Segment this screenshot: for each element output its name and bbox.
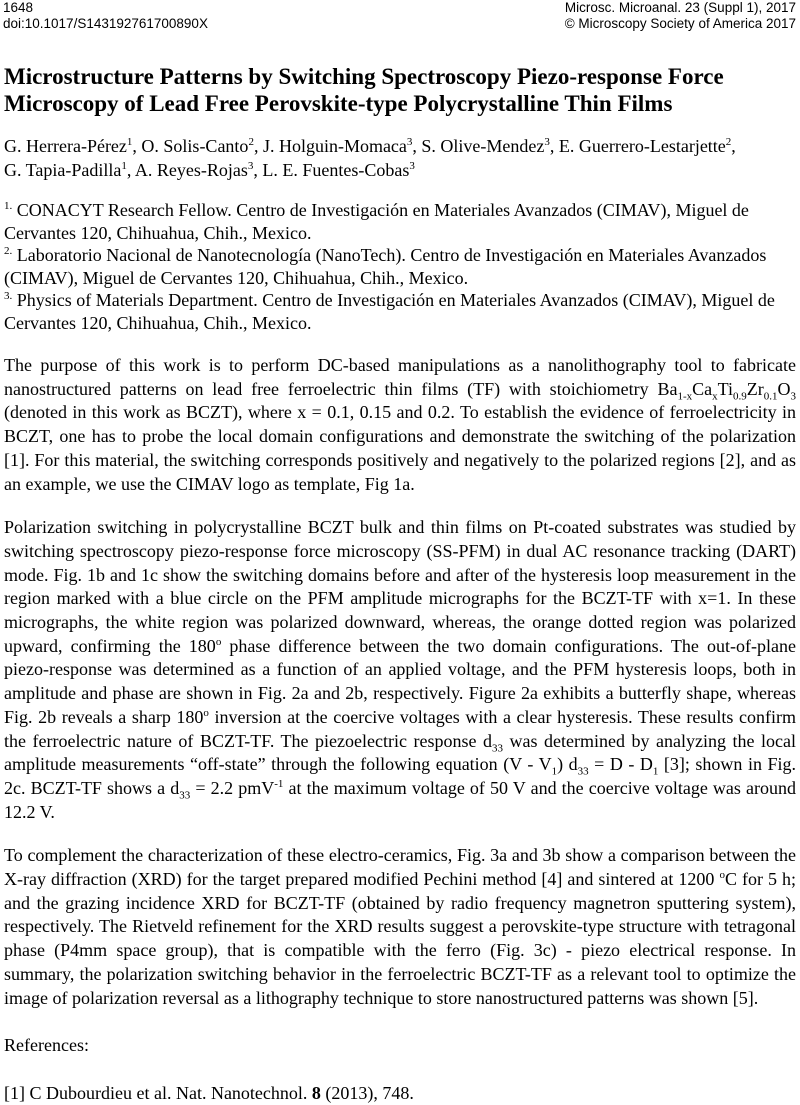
references-heading: References:	[4, 1035, 89, 1056]
author: E. Guerrero-Lestarjette$^2$	[558, 136, 732, 156]
paragraph-intro: The purpose of this work is to perform DC-based manipulations as a nanolithography tool to fabricate nanostructured patterns on lead free ferroelectric thin films (TF) with stoichiometry $Ba_{1-x}Ca_xTi_{0.9}Zr_{0.1}O_3$ (denoted in this work as BCZT), where x = 0.1, 0.15 and 0.2. To establish the evidence of ferroelectricity in BCZT, one has to probe the local domain configurations and demonstrate the switching of the polarization [1]. For this material, the switching corresponds positively and negatively to the polarized regions [2], and as an example, we use the CIMAV logo as template, Fig 1a.	[4, 355, 796, 494]
author: G. Tapia-Padilla$^1$	[4, 159, 127, 180]
affiliation-1: $^{1.}$ CONACYT Research Fellow. Centro de Investigación en Materiales Avanzados (CIMAV), Miguel de Cervantes 120, Chihuahua, Chih., Mexico.	[4, 200, 749, 243]
author-list: G. Herrera-Pérez$^1$, O. Solis-Canto$^2$, J. Holguin-Momaca$^3$, S. Olive-Mendez$^3$, E. Guerrero-Lestarjette$^2$, G. Tapia-Padilla$^1$, A. Reyes-Rojas$^3$, L. E. Fuentes-Cobas$^3$	[4, 136, 736, 180]
header-right	[565, 0, 796, 32]
doi: doi:10.1017/S143192761700890X	[3, 16, 208, 31]
reference-item: [1] C Dubourdieu et al. Nat. Nanotechnol. 8 (2013), 748.	[4, 1083, 414, 1104]
affiliation-2: $^{2.}$ Laboratorio Nacional de Nanotecnología (NanoTech). Centro de Investigación en Materiales Avanzados (CIMAV), Miguel de Cervantes 120, Chihuahua, Chih., Mexico.	[4, 245, 767, 288]
author: A. Reyes-Rojas$^3$	[134, 159, 254, 180]
author: J. Holguin-Momaca$^3$	[262, 136, 413, 156]
author: S. Olive-Mendez$^3$	[421, 136, 550, 156]
journal-citation: Microsc. Microanal. 23 (Suppl 1), 2017	[564, 0, 796, 15]
affiliation-3: $^{3.}$ Physics of Materials Department. Centro de Investigación en Materiales Avanzados (CIMAV), Miguel de Cervantes 120, Chihuahua, Chih., Mexico.	[4, 290, 775, 333]
paper-body	[4, 63, 796, 1105]
copyright: © Microscopy Society of America 2017	[564, 16, 796, 31]
affiliation-list	[4, 199, 796, 334]
paragraph-switching: Polarization switching in polycrystalline BCZT bulk and thin films on Pt-coated substrates was studied by switching spectroscopy piezo-response force microscopy (SS-PFM) in dual AC resonance tracking (DART) mode. Fig. 1b and 1c show the switching domains before and after of the hysteresis loop measurement in the region marked with a blue circle on the PFM amplitude micrographs for the BCZT-TF with x=1. In these micrographs, the white region was polarized downward, whereas, the orange dotted region was polarized upward, confirming the 180$^o$ phase difference between the two domain configurations. The out-of-plane piezo-response was determined as a function of an applied voltage, and the PFM hysteresis loops, both in amplitude and phase are shown in Fig. 2a and 2b, respectively. Figure 2a exhibits a butterfly shape, whereas Fig. 2b reveals a sharp 180$^o$ inversion at the coercive voltages with a clear hysteresis. These results confirm the ferroelectric nature of BCZT-TF. The piezoelectric response $d_{33}$ was determined by analyzing the local amplitude measurements “off-state” through the following equation $(V - V_1)$ $d_{33} = D - D_1$ [3]; shown in Fig. 2c. BCZT-TF shows a $d_{33} = 2.2$ pmV$^{-1}$ at the maximum voltage of 50 V and the coercive voltage was around 12.2 V.	[4, 517, 796, 822]
header-left	[3, 0, 208, 32]
author: O. Solis-Canto$^2$	[141, 136, 254, 156]
author: L. E. Fuentes-Cobas$^3$	[262, 159, 415, 180]
page-number: 1648	[3, 0, 34, 15]
author: G. Herrera-Pérez$^1$	[4, 136, 133, 156]
paragraph-xrd: To complement the characterization of these electro-ceramics, Fig. 3a and 3b show a comparison between the X-ray diffraction (XRD) for the target prepared modified Pechini method [4] and sintered at 1200 $^o$C for 5 h; and the grazing incidence XRD for BCZT-TF (obtained by radio frequency magnetron sputtering system), respectively. The Rietveld refinement for the XRD results suggest a perovskite-type structure with tetragonal phase (P4mm space group), that is compatible with the ferro (Fig. 3c) - piezo electrical response. In summary, the polarization switching behavior in the ferroelectric BCZT-TF as a relevant tool to optimize the image of polarization reversal as a lithography technique to store nanostructured patterns was shown [5].	[4, 845, 796, 1008]
paper-title: Microstructure Patterns by Switching Spectroscopy Piezo-response Force Microscopy of Lead Free Perovskite-type Polycrystalline Thin Films	[4, 64, 724, 116]
